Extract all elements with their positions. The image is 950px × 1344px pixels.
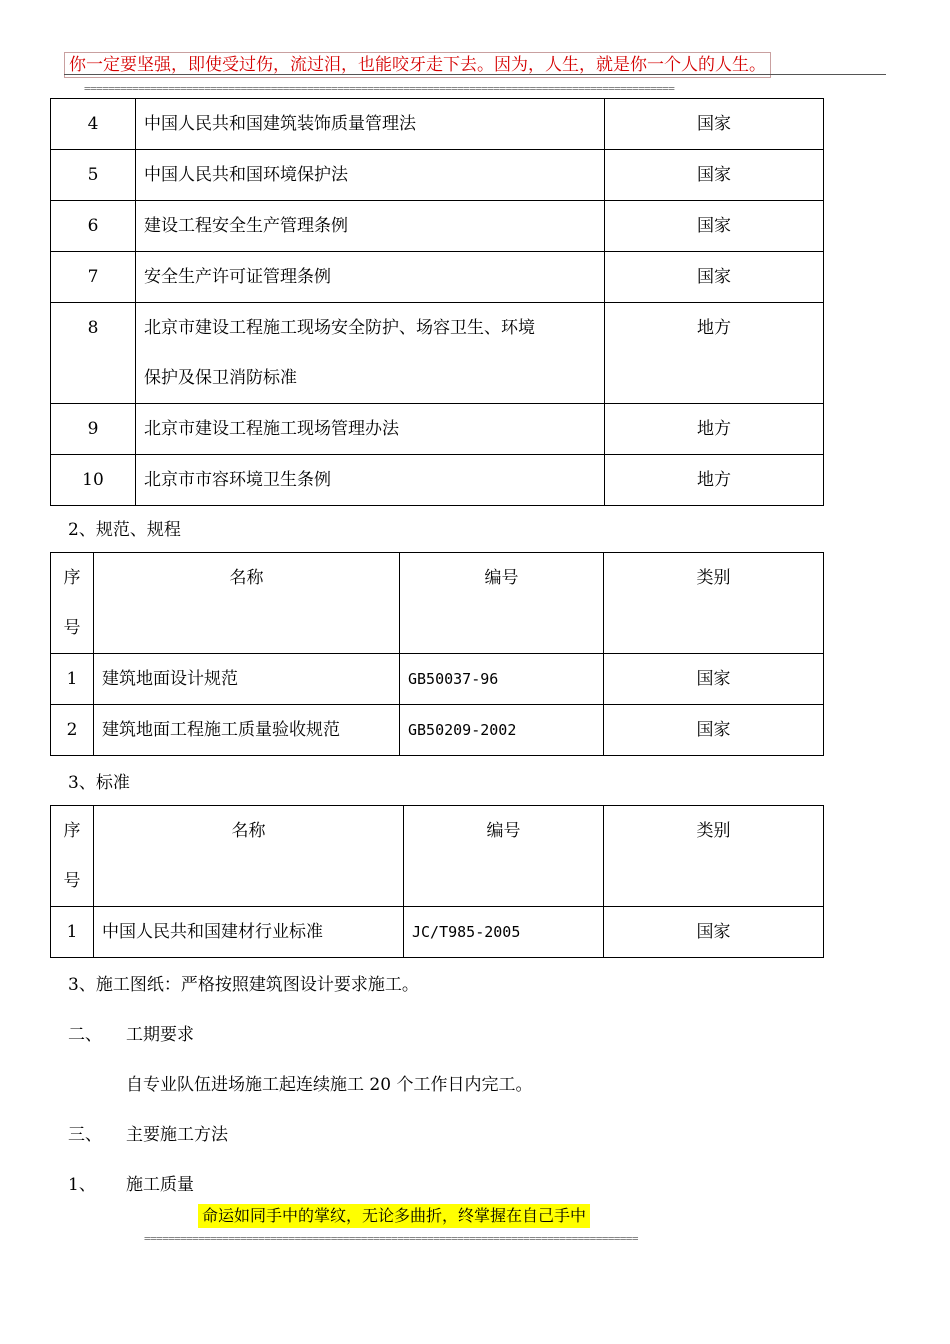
header-no bbox=[51, 806, 94, 907]
row-name: 中国人民共和国环境保护法 bbox=[136, 150, 605, 201]
header-no-line: 号 bbox=[63, 871, 81, 891]
laws-table bbox=[50, 98, 824, 506]
table-header-row bbox=[51, 553, 824, 654]
row-no: 4 bbox=[51, 99, 136, 150]
row-name: 中国人民共和国建筑装饰质量管理法 bbox=[136, 99, 605, 150]
drawings-paragraph: 3、施工图纸：严格按照建筑图设计要求施工。 bbox=[68, 975, 419, 995]
row-code: GB50037-96 bbox=[400, 654, 604, 705]
table-row bbox=[51, 404, 824, 455]
header-divider: ================================================================================================== bbox=[84, 82, 675, 95]
row-type: 国家 bbox=[604, 907, 824, 958]
row-no: 7 bbox=[51, 252, 136, 303]
row-no: 8 bbox=[51, 303, 136, 404]
footer-banner: 命运如同手中的掌纹，无论多曲折，终掌握在自己手中 bbox=[198, 1204, 590, 1228]
row-type: 国家 bbox=[604, 654, 824, 705]
row-type: 国家 bbox=[605, 150, 824, 201]
row-no: 6 bbox=[51, 201, 136, 252]
table-row bbox=[51, 99, 824, 150]
header-name: 名称 bbox=[94, 806, 404, 907]
subsection-number: 1、 bbox=[68, 1175, 96, 1195]
header-name: 名称 bbox=[94, 553, 400, 654]
row-no: 1 bbox=[51, 907, 94, 958]
table-row bbox=[51, 455, 824, 506]
table-header-row bbox=[51, 806, 824, 907]
section-title-schedule: 工期要求 bbox=[126, 1025, 194, 1045]
header-code: 编号 bbox=[400, 553, 604, 654]
footer-divider: ================================================================================== bbox=[144, 1232, 638, 1245]
row-no: 5 bbox=[51, 150, 136, 201]
section-number: 三、 bbox=[68, 1125, 102, 1145]
table-row bbox=[51, 907, 824, 958]
section-heading-specs: 2、规范、规程 bbox=[68, 520, 181, 540]
row-name-line: 北京市建设工程施工现场安全防护、场容卫生、环境 bbox=[144, 318, 535, 338]
header-no-line: 号 bbox=[63, 618, 81, 638]
row-name: 建设工程安全生产管理条例 bbox=[136, 201, 605, 252]
row-type: 地方 bbox=[605, 303, 824, 404]
row-name: 安全生产许可证管理条例 bbox=[136, 252, 605, 303]
header-rule bbox=[64, 74, 886, 75]
row-type: 国家 bbox=[605, 201, 824, 252]
row-no: 1 bbox=[51, 654, 94, 705]
row-name bbox=[136, 303, 605, 404]
row-type: 地方 bbox=[605, 455, 824, 506]
section-heading-standards: 3、标准 bbox=[68, 773, 130, 793]
section-number: 二、 bbox=[68, 1025, 102, 1045]
row-name: 中国人民共和国建材行业标准 bbox=[94, 907, 404, 958]
header-no-line: 序 bbox=[63, 821, 81, 841]
row-name: 建筑地面设计规范 bbox=[94, 654, 400, 705]
row-type: 地方 bbox=[605, 404, 824, 455]
row-name: 建筑地面工程施工质量验收规范 bbox=[94, 705, 400, 756]
schedule-paragraph: 自专业队伍进场施工起连续施工 20 个工作日内完工。 bbox=[126, 1075, 533, 1095]
row-name: 北京市市容环境卫生条例 bbox=[136, 455, 605, 506]
table-row bbox=[51, 303, 824, 404]
row-name-line: 保护及保卫消防标准 bbox=[144, 368, 297, 388]
header-type: 类别 bbox=[604, 553, 824, 654]
header-no-line: 序 bbox=[63, 568, 81, 588]
section-title-methods: 主要施工方法 bbox=[126, 1125, 228, 1145]
header-code: 编号 bbox=[404, 806, 604, 907]
header-type: 类别 bbox=[604, 806, 824, 907]
table-row bbox=[51, 201, 824, 252]
row-code: GB50209-2002 bbox=[400, 705, 604, 756]
table-row bbox=[51, 252, 824, 303]
row-code: JC/T985-2005 bbox=[404, 907, 604, 958]
row-type: 国家 bbox=[605, 99, 824, 150]
row-no: 9 bbox=[51, 404, 136, 455]
row-type: 国家 bbox=[604, 705, 824, 756]
table-row bbox=[51, 654, 824, 705]
row-type: 国家 bbox=[605, 252, 824, 303]
header-banner: 你一定要坚强，即使受过伤，流过泪，也能咬牙走下去。因为，人生，就是你一个人的人生。 bbox=[64, 52, 771, 78]
header-no bbox=[51, 553, 94, 654]
table-row bbox=[51, 150, 824, 201]
standards-table bbox=[50, 805, 824, 958]
row-no: 10 bbox=[51, 455, 136, 506]
row-no: 2 bbox=[51, 705, 94, 756]
subsection-title-quality: 施工质量 bbox=[126, 1175, 194, 1195]
row-name: 北京市建设工程施工现场管理办法 bbox=[136, 404, 605, 455]
specs-table bbox=[50, 552, 824, 756]
table-row bbox=[51, 705, 824, 756]
